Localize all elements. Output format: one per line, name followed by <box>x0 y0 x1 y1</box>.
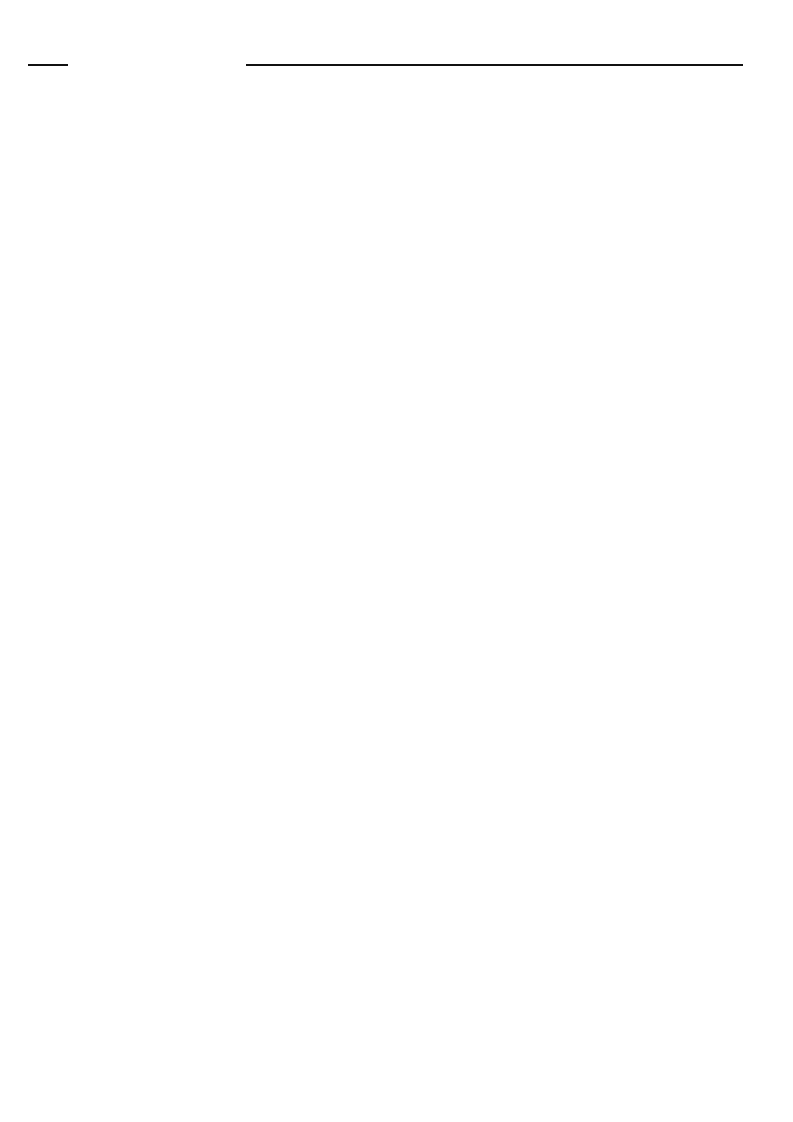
header-rule-left <box>28 64 68 66</box>
page-header <box>28 52 743 78</box>
header-rule-right <box>246 64 743 66</box>
